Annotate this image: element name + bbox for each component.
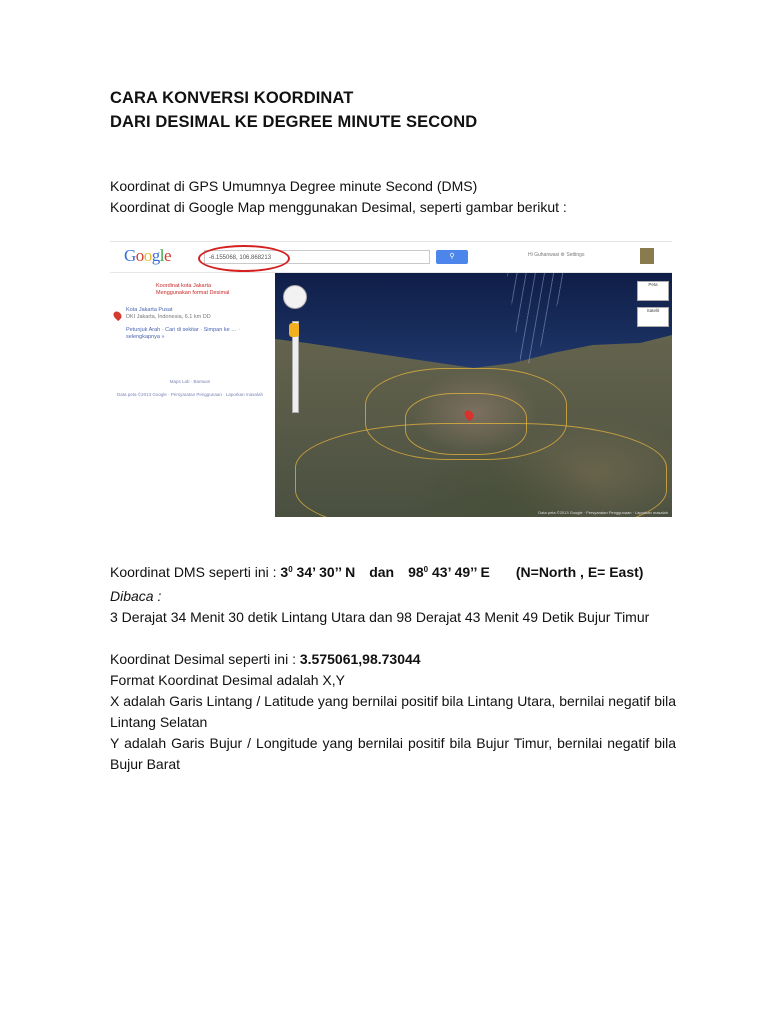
desimal-value: 3.575061,98.73044: [299, 651, 421, 667]
intro-line-2: Koordinat di Google Map menggunakan Desimal, seperti gambar berikut :: [110, 199, 567, 215]
map-type-button: Peta: [637, 281, 669, 301]
map-road-outer: [295, 423, 667, 517]
satellite-type-button: Satelit: [637, 307, 669, 327]
desimal-label: Koordinat Desimal seperti ini :: [110, 651, 300, 667]
dms-line: [110, 562, 676, 583]
google-maps-screenshot: [110, 241, 672, 517]
side-footer-line-1: Maps Lab · Bantuan: [169, 379, 211, 384]
title-line-1: CARA KONVERSI KOORDINAT: [110, 89, 354, 107]
dms-lon: $98^0$ 43’ 49’’ E: [408, 564, 490, 580]
dms-legend: (N=North , E= East): [515, 564, 644, 580]
map-attribution: Data peta ©2013 Google · Persyaratan Penggunaan · Laporkan masalah: [538, 510, 668, 515]
avatar: [640, 248, 654, 264]
google-logo: Google: [124, 246, 172, 265]
side-panel-footer: [110, 379, 270, 397]
dibaca-label: Dibaca :: [110, 588, 162, 604]
maps-search-input: -6.155068, 106.868213: [204, 250, 430, 264]
map-pin-icon: [112, 310, 123, 321]
sea-area: [275, 273, 672, 373]
document-title: [110, 86, 477, 134]
dms-dan: dan: [369, 564, 395, 580]
maps-account-bar: Hi Guhanwasi ⚙ Settings: [528, 252, 585, 258]
body-content: [110, 562, 676, 775]
desimal-line: [110, 649, 676, 670]
desimal-format: Format Koordinat Desimal adalah X,Y: [110, 672, 345, 688]
result-links: Petunjuk Arah · Cari di sekitar · Simpan ke … · selengkapnya »: [126, 327, 241, 340]
maps-search-button: [436, 250, 468, 264]
search-result: [126, 307, 266, 341]
x-description: X adalah Garis Lintang / Latitude yang bernilai positif bila Lintang Utara, bernilai negatif bila Lintang Selatan: [110, 693, 676, 730]
dibaca-text: 3 Derajat 34 Menit 30 detik Lintang Utara dan 98 Derajat 43 Menit 49 Detik Bujur Timur: [110, 609, 650, 625]
maps-side-panel: [110, 273, 275, 517]
highlight-oval: [198, 245, 290, 272]
pegman-icon: [289, 323, 299, 337]
side-footer-line-2: Data peta ©2013 Google · Persyaratan Penggunaan · Laporkan masalah: [117, 392, 263, 397]
title-line-2: DARI DESIMAL KE DEGREE MINUTE SECOND: [110, 113, 478, 131]
red-annotation: Koordinat kota Jakarta Menggunakan format Desimal: [156, 283, 230, 296]
satellite-map: [275, 273, 672, 517]
result-title: Kota Jakarta Pusat: [126, 307, 173, 313]
result-subtitle: DKI Jakarta, Indonesia, 6.1 km DD: [126, 314, 211, 320]
intro-paragraph: [110, 176, 567, 218]
maps-header: [110, 242, 672, 273]
intro-line-1: Koordinat di GPS Umumnya Degree minute Second (DMS): [110, 178, 478, 194]
dms-label: Koordinat DMS seperti ini :: [110, 564, 281, 580]
pan-control-icon: [283, 285, 307, 309]
dms-lat: $3^0$ 34’ 30’’ N: [280, 564, 356, 580]
y-description: Y adalah Garis Bujur / Longitude yang bernilai positif bila Bujur Timur, bernilai negatif bila Bujur Barat: [110, 735, 676, 772]
search-icon: ⚲: [449, 253, 455, 260]
